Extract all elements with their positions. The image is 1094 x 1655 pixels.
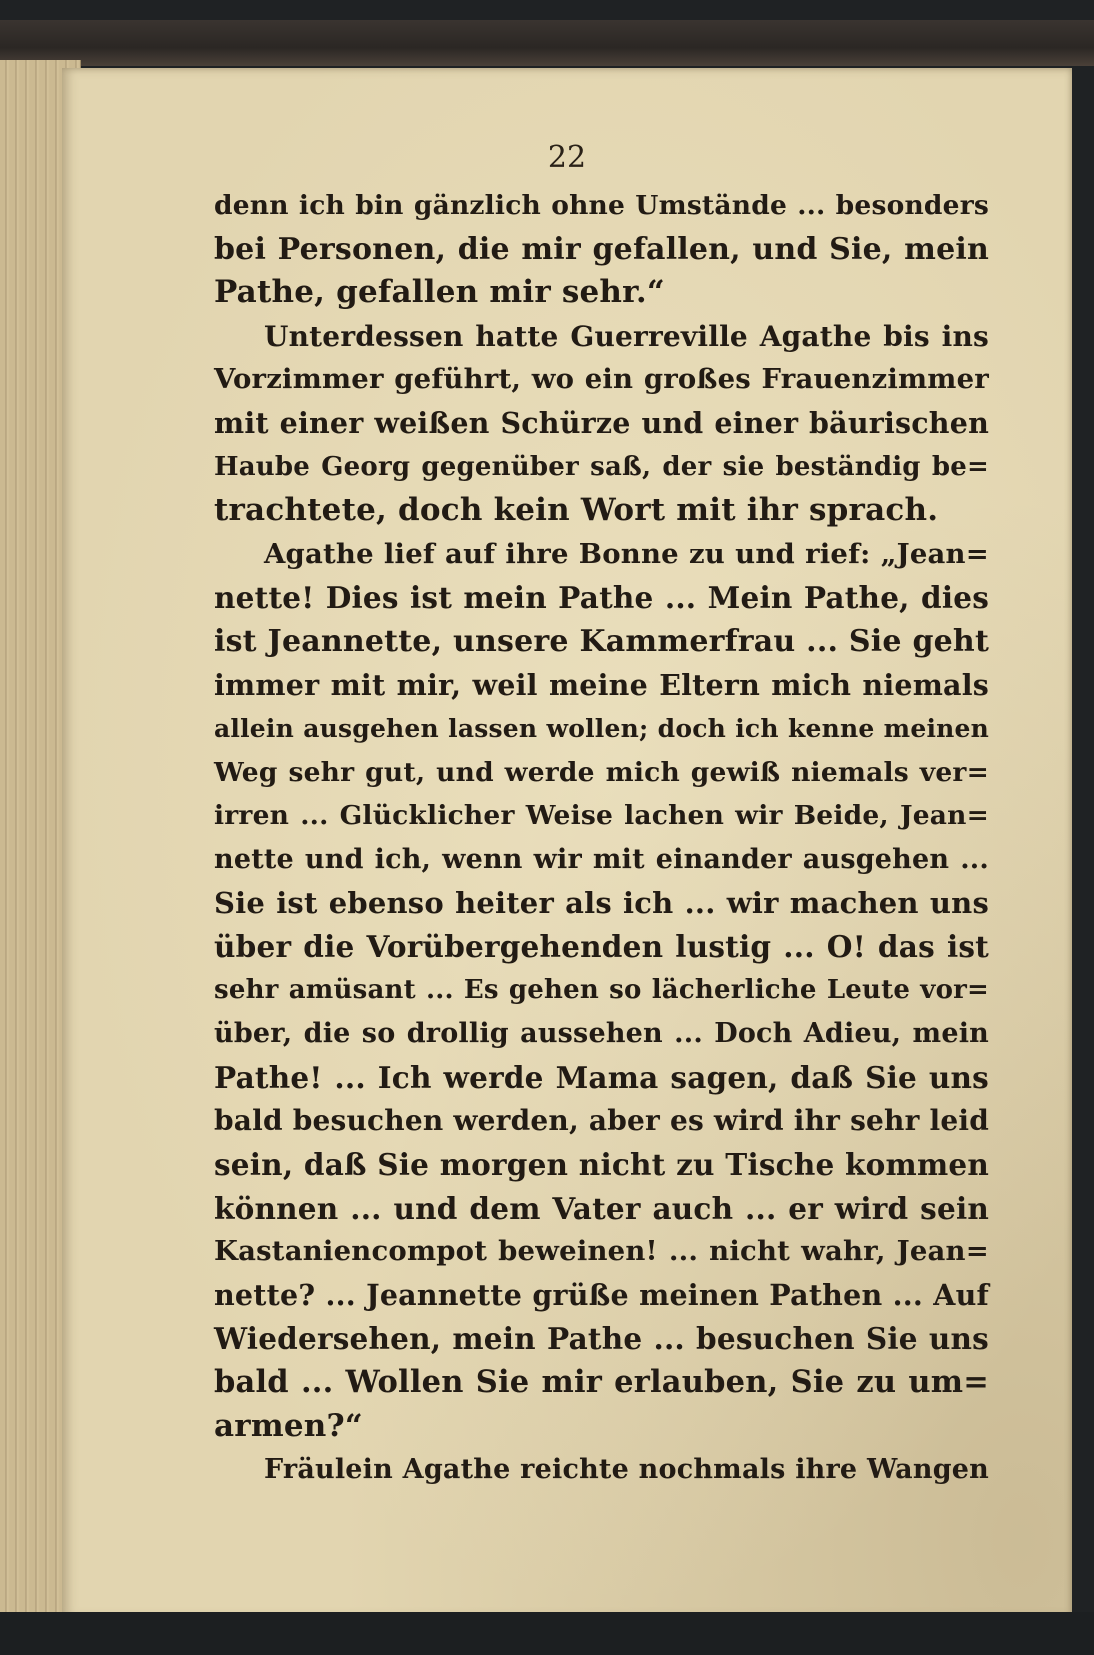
text-line: nette und ich, wenn wir mit einander ausgehen ... bbox=[214, 843, 989, 875]
text-line: Pathe! ... Ich werde Mama sagen, daß Sie uns bbox=[214, 1059, 989, 1095]
text-line: Pathe, gefallen mir sehr.“ bbox=[214, 274, 665, 311]
text-line: über die Vorübergehenden lustig ... O! das ist bbox=[214, 929, 989, 965]
book-cover-top bbox=[0, 20, 1094, 66]
text-line: sein, daß Sie morgen nicht zu Tische kommen bbox=[214, 1147, 989, 1183]
text-line: Unterdessen hatte Guerreville Agathe bis ins bbox=[264, 319, 989, 353]
text-line: über, die so drollig aussehen ... Doch Adieu, mein bbox=[214, 1018, 989, 1050]
text-line: irren ... Glücklicher Weise lachen wir Beide, Jean= bbox=[214, 800, 989, 832]
text-line: bald besuchen werden, aber es wird ihr sehr leid bbox=[214, 1104, 989, 1138]
text-line: Wiedersehen, mein Pathe ... besuchen Sie uns bbox=[214, 1321, 989, 1357]
text-line: allein ausgehen lassen wollen; doch ich kenne meinen bbox=[214, 714, 989, 744]
book-cover-bottom bbox=[0, 1612, 1094, 1655]
text-line: Kastaniencompot beweinen! ... nicht wahr, Jean= bbox=[214, 1235, 989, 1268]
text-line: Weg sehr gut, und werde mich gewiß niemals ver= bbox=[214, 756, 989, 788]
text-line: können ... und dem Vater auch ... er wird sein bbox=[214, 1190, 989, 1226]
text-line: Sie ist ebenso heiter als ich ... wir machen uns bbox=[214, 885, 989, 920]
book-page bbox=[62, 68, 1072, 1618]
page-number: 22 bbox=[547, 140, 587, 175]
text-line: bei Personen, die mir gefallen, und Sie, mein bbox=[214, 231, 989, 267]
text-line: Haube Georg gegenüber saß, der sie beständig be= bbox=[214, 451, 989, 482]
text-line: armen?“ bbox=[214, 1407, 363, 1444]
text-line: mit einer weißen Schürze und einer bäurischen bbox=[214, 405, 989, 440]
text-line: denn ich bin gänzlich ohne Umstände ... besonders bbox=[214, 190, 989, 221]
text-line: Fräulein Agathe reichte nochmals ihre Wangen bbox=[264, 1454, 989, 1486]
text-line: Agathe lief auf ihre Bonne zu und rief: „Jean= bbox=[264, 537, 989, 570]
text-line: ist Jeannette, unsere Kammerfrau ... Sie geht bbox=[214, 623, 989, 659]
text-line: nette? ... Jeannette grüße meinen Pathen ... Auf bbox=[214, 1277, 989, 1312]
text-line: immer mit mir, weil meine Eltern mich niemals bbox=[214, 667, 989, 702]
text-line: nette! Dies ist mein Pathe ... Mein Pathe, dies bbox=[214, 580, 989, 616]
page-text bbox=[214, 184, 989, 1492]
text-line: Vorzimmer geführt, wo ein großes Frauenzimmer bbox=[214, 363, 989, 396]
text-line: trachtete, doch kein Wort mit ihr sprach. bbox=[214, 492, 939, 529]
text-line: sehr amüsant ... Es gehen so lächerliche Leute vor= bbox=[214, 974, 989, 1005]
text-line: bald ... Wollen Sie mir erlauben, Sie zu um= bbox=[214, 1364, 989, 1401]
